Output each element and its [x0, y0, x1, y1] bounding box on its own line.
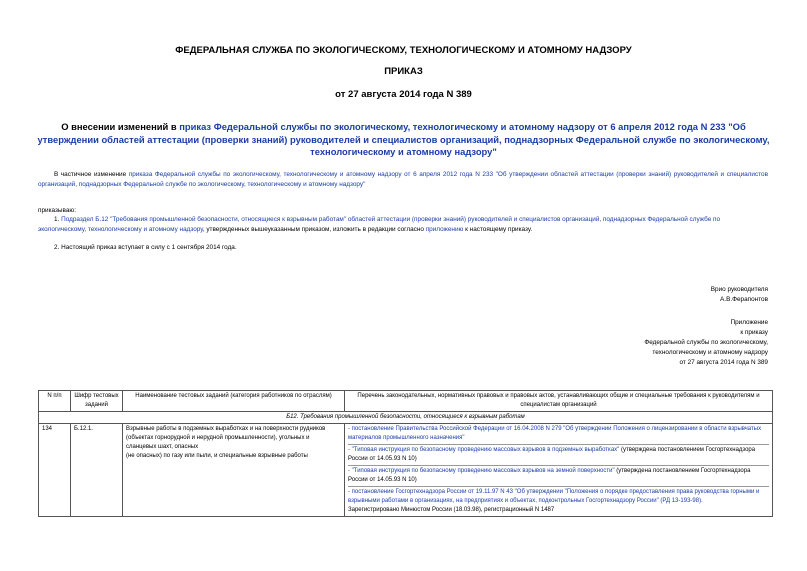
- row-name-line-1: Взрывные работы в подземных выработках и на поверхности рудников (объектах горнорудной и нерудной промышленности), угольных и сланцевых шахт, опасных: [126, 426, 326, 450]
- clause-1: [38, 215, 768, 235]
- signer-position: Врио руководителя: [710, 286, 768, 293]
- act-decree-43: [348, 488, 769, 515]
- agency-title: ФЕДЕРАЛЬНАЯ СЛУЖБА ПО ЭКОЛОГИЧЕСКОМУ, ТЕХНОЛОГИЧЕСКОМУ И АТОМНОМУ НАДЗОРУ: [175, 45, 632, 56]
- document-subject: [30, 121, 777, 159]
- appendix-link[interactable]: приложению: [425, 226, 464, 233]
- subsection-b12-link[interactable]: Подраздел Б.12 "Требования промышленной безопасности, относящиеся к взрывным работам" областей аттестации (проверки знаний) руководителей и специалистов организаций, поднадзорных Федеральной службе по экологическому, технологическому и атомному надзору: [38, 216, 721, 233]
- clause-1-number: 1.: [54, 216, 62, 223]
- act-instruction-underground-note: (утверждена постановлением Госгортехнадзора России от 14.05.93 N 10): [348, 447, 756, 462]
- row-name-line-2: (не опасных) по газу или пыли, и специальные взрывные работы: [126, 453, 308, 459]
- act-link-instruction-underground[interactable]: - "Типовая инструкция по безопасному проведению массовых взрывов в подземных выработках": [348, 447, 620, 453]
- signer-name: А.В.Ферапонтов: [720, 296, 768, 303]
- section-row: [39, 412, 773, 424]
- clause-1-end: к настоящему приказу.: [463, 226, 533, 233]
- row-code: Б.12.1.: [71, 424, 123, 517]
- appendix-line-2: к приказу: [740, 329, 768, 336]
- header-name: Наименование тестовых заданий (категория работников по отраслям): [123, 391, 345, 412]
- row-acts: [345, 424, 773, 517]
- act-link-instruction-surface[interactable]: - "Типовая инструкция по безопасному проведению массовых взрывов на земной поверхности": [348, 468, 615, 474]
- header-code: Шифр тестовых заданий: [71, 391, 123, 412]
- act-instruction-underground: [348, 446, 769, 466]
- appendix-line-5: от 27 августа 2014 года N 389: [679, 359, 768, 366]
- clause-1-text: , утвержденных вышеуказанным приказом, изложить в редакции согласно: [202, 226, 426, 233]
- act-instruction-surface-note: (утверждена постановлением Госгортехнадзора России от 14.05.93 N 10): [348, 468, 751, 483]
- row-number: 134: [39, 424, 71, 517]
- signature-block: [711, 285, 768, 305]
- act-decree-43-registration: Зарегистрировано Минюстом России (18.03.98), регистрационный N 1487: [348, 507, 555, 513]
- act-link-decree-279[interactable]: - постановление Правительства Российской Федерации от 16.04.2008 N 279 "Об утверждении Положения о лицензировании в области взрывчатых материалов промышленного назначения": [348, 425, 769, 445]
- preamble-order-link[interactable]: приказа Федеральной службы по экологическому, технологическому и атомному надзору от 6 апреля 2012 года N 233 "Об утверждении областей аттестации (проверки знаний) руководителей и специалистов организаций, поднадзорных Федеральной службе по экологическому, технологическому и атомному надзору": [38, 171, 768, 188]
- act-instruction-surface: [348, 467, 769, 487]
- appendix-line-3: Федеральной службы по экологическому,: [644, 339, 768, 346]
- certification-table: [38, 390, 773, 517]
- table-row: [39, 424, 773, 517]
- header-acts: Перечень законодательных, нормативных правовых и правовых актов, устанавливающих общие и специальные требования к руководителям и специалистам организаций: [345, 391, 773, 412]
- appendix-header: [644, 318, 768, 368]
- appendix-line-4: технологическому и атомному надзору: [652, 349, 768, 356]
- document-type: ПРИКАЗ: [384, 66, 423, 77]
- order-verb: приказываю:: [38, 207, 76, 214]
- header-number: N п/п: [39, 391, 71, 412]
- table-header-row: [39, 391, 773, 412]
- act-link-decree-43[interactable]: - постановление Госгортехнадзора России от 19.11.97 N 43 "Об утверждении "Положения о порядке предоставления права руководства горными и взрывными работами в организациях, на предприятиях и объектах, подконтрольных Госгортехнадзору России" (РД 13-193-98).: [348, 489, 760, 504]
- document-date: от 27 августа 2014 года N 389: [335, 89, 472, 100]
- preamble-prefix: В частичное изменение: [54, 171, 129, 178]
- subject-prefix: О внесении изменений в: [61, 121, 180, 132]
- subject-order-link[interactable]: приказ Федеральной службы по экологическому, технологическому и атомному надзору от 6 апреля 2012 года N 233 "Об утверждении областей аттестации (проверки знаний) руководителей и специалистов организаций, поднадзорных Федеральной службе по экологическому, технологическому и атомному надзору": [37, 121, 770, 157]
- clause-2: 2. Настоящий приказ вступает в силу с 1 сентября 2014 года.: [54, 244, 237, 251]
- preamble-paragraph: [38, 170, 768, 190]
- row-name: [123, 424, 345, 517]
- appendix-line-1: Приложение: [730, 319, 768, 326]
- section-title: Б12. Требования промышленной безопасности, относящиеся к взрывным работам: [39, 412, 773, 424]
